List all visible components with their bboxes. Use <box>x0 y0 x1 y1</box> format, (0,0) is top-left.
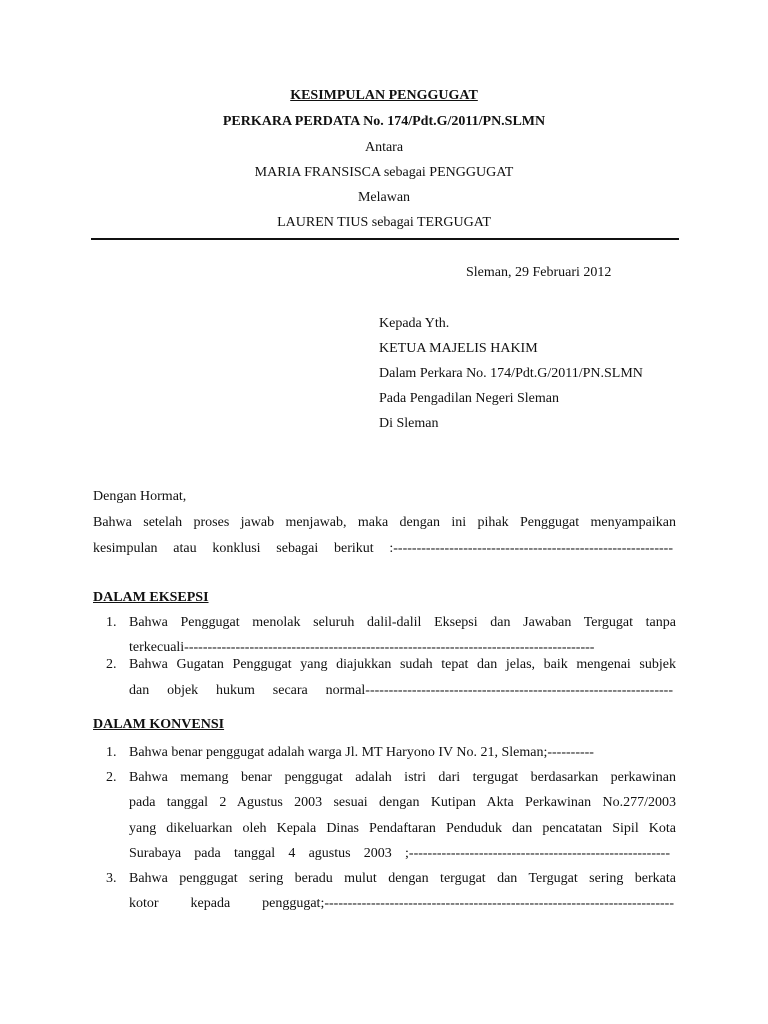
list-item-line: kotor kepada penggugat;--------------------------------------------------------------------------- <box>129 897 674 911</box>
list-item-line: Bahwa benar penggugat adalah warga Jl. MT Haryono IV No. 21, Sleman;---------- <box>129 745 594 760</box>
plaintiff-line: MARIA FRANSISCA sebagai PENGGUGAT <box>254 165 514 180</box>
list-item-line: Bahwa memang benar penggugat adalah istri dari tergugat berdasarkan perkawinan <box>129 771 676 785</box>
list-item-line: yang dikeluarkan oleh Kepala Dinas Pendaftaran Penduduk dan pencatatan Sipil Kota <box>129 822 676 836</box>
section-heading-eksepsi: DALAM EKSEPSI <box>93 590 209 605</box>
intro-line: Bahwa setelah proses jawab menjawab, maka dengan ini pihak Penggugat menyampaikan <box>93 516 676 530</box>
defendant-line: LAUREN TIUS sebagai TERGUGAT <box>277 215 491 230</box>
list-item-line: Bahwa Penggugat menolak seluruh dalil-dalil Eksepsi dan Jawaban Tergugat tanpa <box>129 616 676 630</box>
versus-label: Melawan <box>357 190 411 205</box>
greeting: Dengan Hormat, <box>93 489 187 504</box>
list-number: 2. <box>106 657 117 672</box>
list-item-line: pada tanggal 2 Agustus 2003 sesuai dengan Kutipan Akta Perkawinan No.277/2003 <box>129 796 676 810</box>
list-item-line: dan objek hukum secara normal------------------------------------------------------------------ <box>129 684 673 698</box>
list-number: 3. <box>106 871 117 886</box>
list-item-line: Bahwa Gugatan Penggugat yang diajukkan sudah tepat dan jelas, baik mengenai subjek <box>129 658 676 672</box>
address-line: Kepada Yth. <box>379 316 450 331</box>
address-line: Dalam Perkara No. 174/Pdt.G/2011/PN.SLMN <box>379 366 643 381</box>
between-label: Antara <box>364 140 404 155</box>
section-heading-konvensi: DALAM KONVENSI <box>93 717 225 732</box>
list-number: 1. <box>106 615 117 630</box>
address-line: Di Sleman <box>379 416 439 431</box>
case-number: PERKARA PERDATA No. 174/Pdt.G/2011/PN.SLMN <box>222 114 546 129</box>
address-line: Pada Pengadilan Negeri Sleman <box>379 391 560 406</box>
list-item-line: Surabaya pada tanggal 4 agustus 2003 ;-------------------------------------------------------- <box>129 847 670 861</box>
list-item-line: terkecuali---------------------------------------------------------------------------------------- <box>129 641 595 655</box>
header-divider <box>91 238 679 240</box>
list-number: 2. <box>106 770 117 785</box>
address-line: KETUA MAJELIS HAKIM <box>379 341 538 356</box>
list-number: 1. <box>106 745 117 760</box>
date-line: Sleman, 29 Februari 2012 <box>466 265 612 280</box>
list-item-line: Bahwa penggugat sering beradu mulut dengan tergugat dan Tergugat sering berkata <box>129 872 676 886</box>
document-title: KESIMPULAN PENGGUGAT <box>290 88 478 103</box>
intro-line: kesimpulan atau konklusi sebagai berikut :------------------------------------------------------------ <box>93 542 673 556</box>
